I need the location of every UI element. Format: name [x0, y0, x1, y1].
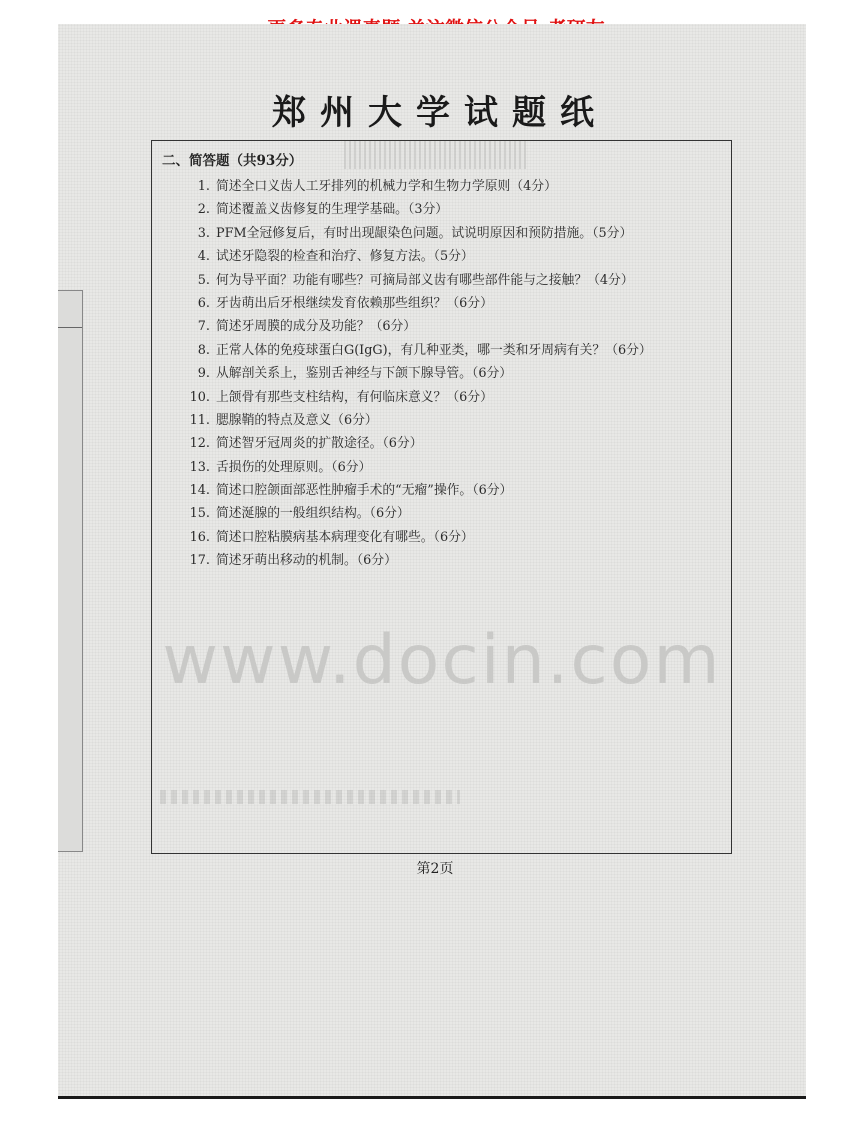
question-frame — [151, 140, 732, 854]
binding-tab — [58, 290, 83, 852]
question-number: 14. — [189, 483, 210, 499]
question-text: 简述涎腺的一般组织结构。（6分） — [216, 506, 410, 522]
question-text: 腮腺鞘的特点及意义（6分） — [216, 412, 378, 428]
question-text: 简述牙周膜的成分及功能？（6分） — [216, 319, 417, 335]
faded-stamp — [344, 141, 526, 169]
question-item — [188, 549, 718, 572]
question-number: 16. — [189, 529, 210, 545]
question-number: 6. — [197, 295, 210, 311]
question-item — [188, 198, 718, 221]
question-number: 7. — [197, 319, 210, 335]
question-text: 简述口腔粘膜病基本病理变化有哪些。（6分） — [216, 529, 474, 545]
question-item — [188, 362, 718, 385]
section-title: 二、简答题（共93分） — [162, 153, 303, 169]
question-text: 何为导平面？功能有哪些？可摘局部义齿有哪些部件能与之接触？（4分） — [216, 272, 634, 288]
question-item — [188, 502, 718, 525]
faint-bleed-through — [160, 790, 460, 804]
question-text: 试述牙隐裂的检查和治疗、修复方法。（5分） — [216, 249, 474, 265]
page-number: 第2页 — [416, 861, 454, 877]
question-item — [188, 175, 718, 198]
question-number: 2. — [197, 202, 210, 218]
question-item — [188, 315, 718, 338]
question-text: 简述全口义齿人工牙排列的机械力学和生物力学原则（4分） — [216, 179, 557, 194]
exam-title: 郑州大学试题纸 — [272, 93, 608, 133]
question-item — [188, 292, 718, 315]
question-text: 简述牙萌出移动的机制。（6分） — [216, 553, 397, 569]
question-item — [188, 479, 718, 502]
question-item — [188, 222, 718, 245]
question-text: 简述口腔颌面部恶性肿瘤手术的“无瘤”操作。（6分） — [216, 483, 513, 499]
question-number: 10. — [189, 389, 210, 405]
question-number: 8. — [197, 342, 210, 358]
question-list — [188, 175, 718, 573]
question-number: 11. — [189, 412, 210, 428]
question-text: 上颌骨有那些支柱结构，有何临床意义？（6分） — [216, 389, 493, 405]
question-text: 简述覆盖义齿修复的生理学基础。（3分） — [216, 202, 449, 218]
question-number: 17. — [189, 553, 210, 569]
question-item — [188, 456, 718, 479]
watermark-text: www.docin.com — [162, 621, 722, 700]
question-item — [188, 386, 718, 409]
question-text: 从解剖关系上，鉴别舌神经与下颌下腺导管。（6分） — [216, 366, 513, 382]
question-item — [188, 526, 718, 549]
question-text: 牙齿萌出后牙根继续发育依赖那些组织？（6分） — [216, 295, 493, 311]
question-number: 15. — [189, 506, 210, 522]
question-text: PFM全冠修复后，有时出现龈染色问题。试说明原因和预防措施。（5分） — [216, 225, 633, 241]
question-item — [188, 269, 718, 292]
question-item — [188, 432, 718, 455]
question-number: 5. — [197, 272, 210, 288]
question-number: 3. — [197, 225, 210, 241]
question-number: 4. — [197, 249, 210, 265]
question-text: 简述智牙冠周炎的扩散途径。（6分） — [216, 436, 423, 452]
question-text: 正常人体的免疫球蛋白G(IgG)，有几种亚类，哪一类和牙周病有关？（6分） — [216, 342, 652, 358]
question-item — [188, 245, 718, 268]
binding-notch — [58, 327, 82, 328]
question-number: 12. — [189, 436, 210, 452]
question-text: 舌损伤的处理原则。（6分） — [216, 459, 372, 475]
question-number: 1. — [197, 179, 210, 194]
question-number: 9. — [197, 366, 210, 382]
question-number: 13. — [189, 459, 210, 475]
question-item — [188, 409, 718, 432]
question-item — [188, 339, 718, 362]
